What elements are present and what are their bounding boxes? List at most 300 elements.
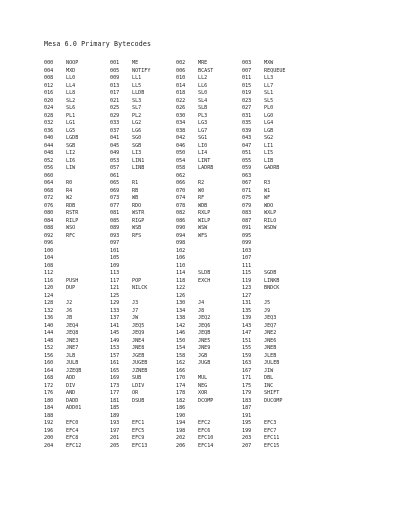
opcode-mnemonic: PL2	[132, 112, 142, 119]
opcode-mnemonic	[63, 263, 110, 271]
opcode-number: 055	[242, 157, 252, 164]
opcode-mnemonic: PUSH	[66, 277, 79, 284]
opcode-mnemonic: PL0	[264, 105, 274, 111]
opcode-mnemonic: XOR	[198, 390, 208, 396]
opcode-mnemonic: J5	[264, 300, 271, 306]
opcode-number: 013	[110, 82, 120, 89]
opcode-number: 158	[176, 352, 186, 359]
opcode-number: 064	[44, 180, 54, 186]
opcode-mnemonic: LG1	[66, 120, 76, 126]
opcode-number: 020	[44, 97, 54, 104]
opcode-mnemonic: DIV	[66, 382, 76, 389]
opcode-number: 166	[176, 367, 186, 374]
opcode-number: 182	[176, 397, 186, 404]
opcode-number: 050	[176, 150, 186, 156]
opcode-number: 132	[44, 307, 54, 314]
opcode-number: 067	[242, 180, 252, 186]
opcode-mnemonic: JNE7	[66, 345, 79, 351]
opcode-mnemonic: EFC13	[132, 442, 148, 449]
opcode-mnemonic: JNE2	[264, 330, 277, 336]
opcode-number: 066	[176, 180, 186, 186]
opcode-number: 009	[110, 75, 120, 81]
opcode-mnemonic: MXW	[264, 60, 274, 66]
opcode-mnemonic: SHIFT	[264, 390, 280, 396]
opcode-mnemonic: J7	[132, 307, 139, 314]
opcode-number: 203	[242, 435, 252, 441]
opcode-number: 121	[110, 285, 120, 291]
opcode-number: 176	[44, 390, 54, 396]
opcode-mnemonic: LI3	[132, 150, 142, 156]
opcode-number: 093	[110, 232, 120, 239]
opcode-mnemonic: RXLP	[198, 210, 211, 216]
opcode-number: 018	[176, 90, 186, 96]
opcode-mnemonic: JGEB	[132, 352, 145, 359]
opcode-number: 103	[242, 247, 252, 254]
opcode-mnemonic: NOTIFY	[132, 67, 151, 74]
opcode-mnemonic: LL2	[198, 75, 208, 81]
page-title: Mesa 6.0 Primary Bytecodes	[44, 40, 152, 48]
opcode-number: 080	[44, 210, 54, 216]
opcode-mnemonic: LG4	[264, 120, 274, 126]
opcode-mnemonic: OR	[132, 390, 139, 396]
opcode-number: 061	[110, 172, 120, 179]
opcode-mnemonic: LG2	[132, 120, 142, 126]
opcode-mnemonic: J2	[66, 300, 73, 306]
opcode-number: 065	[110, 180, 120, 186]
opcode-number: 084	[44, 217, 54, 224]
opcode-number: 162	[176, 360, 186, 366]
opcode-mnemonic: RDB	[66, 202, 76, 209]
opcode-mnemonic: SG0	[132, 135, 142, 141]
opcode-mnemonic	[129, 173, 176, 181]
opcode-number: 030	[176, 112, 186, 119]
opcode-mnemonic	[195, 285, 242, 293]
opcode-number: 105	[110, 255, 120, 261]
opcode-mnemonic: DUP	[66, 285, 76, 291]
opcode-mnemonic: WILP	[198, 217, 211, 224]
opcode-number: 184	[44, 405, 54, 411]
opcode-number: 171	[242, 375, 252, 381]
opcode-mnemonic	[195, 255, 242, 263]
opcode-number: 165	[110, 367, 120, 374]
opcode-number: 048	[44, 150, 54, 156]
opcode-number: 175	[242, 382, 252, 389]
opcode-mnemonic: J6	[66, 307, 73, 314]
opcode-mnemonic: EFC10	[198, 435, 214, 441]
opcode-number: 117	[110, 277, 120, 284]
opcode-mnemonic	[129, 413, 176, 421]
opcode-number: 074	[176, 195, 186, 201]
opcode-number: 119	[242, 277, 252, 284]
opcode-mnemonic: WFS	[198, 232, 208, 239]
opcode-number: 147	[242, 330, 252, 336]
opcode-number: 139	[242, 315, 252, 321]
opcode-number: 106	[176, 255, 186, 261]
opcode-number: 029	[110, 112, 120, 119]
opcode-number: 111	[242, 262, 252, 269]
opcode-number: 120	[44, 285, 54, 291]
opcode-number: 156	[44, 352, 54, 359]
opcode-mnemonic: J4	[198, 300, 205, 306]
opcode-number: 161	[110, 360, 120, 366]
opcode-mnemonic: LL7	[264, 82, 274, 89]
opcode-mnemonic: SL6	[66, 105, 76, 111]
opcode-number: 206	[176, 442, 186, 449]
opcode-mnemonic	[261, 233, 308, 241]
opcode-mnemonic: ME	[132, 60, 139, 66]
opcode-number: 058	[176, 165, 186, 171]
opcode-mnemonic: EFC12	[66, 442, 82, 449]
opcode-mnemonic: ADD01	[66, 405, 82, 411]
opcode-number: 169	[110, 375, 120, 381]
opcode-mnemonic: LL8	[66, 90, 76, 96]
opcode-number: 073	[110, 195, 120, 201]
opcode-mnemonic: SGDB	[264, 270, 277, 276]
opcode-mnemonic: R0	[66, 180, 73, 186]
opcode-number: 154	[176, 345, 186, 351]
opcode-mnemonic	[195, 248, 242, 256]
opcode-mnemonic: LLDB	[132, 90, 145, 96]
opcode-mnemonic: JNE6	[264, 337, 277, 344]
opcode-mnemonic: EFC3	[264, 420, 277, 426]
opcode-mnemonic: LG7	[198, 127, 208, 134]
opcode-mnemonic: LIN1	[132, 157, 145, 164]
opcode-number: 204	[44, 442, 54, 449]
opcode-number: 024	[44, 105, 54, 111]
opcode-number: 062	[176, 172, 186, 179]
opcode-number: 004	[44, 67, 54, 74]
opcode-mnemonic: JIW	[264, 367, 274, 374]
opcode-number: 019	[242, 90, 252, 96]
opcode-mnemonic	[195, 413, 242, 421]
opcode-mnemonic: LGDB	[66, 135, 79, 141]
opcode-mnemonic: EFC4	[66, 427, 79, 434]
opcode-number: 113	[110, 270, 120, 276]
opcode-number: 085	[110, 217, 120, 224]
opcode-number: 031	[242, 112, 252, 119]
opcode-number: 136	[44, 315, 54, 321]
opcode-number: 104	[44, 255, 54, 261]
opcode-mnemonic: R4	[66, 187, 73, 194]
opcode-number: 079	[242, 202, 252, 209]
opcode-mnemonic: WB	[132, 195, 139, 201]
opcode-number: 036	[44, 127, 54, 134]
opcode-number: 128	[44, 300, 54, 306]
opcode-mnemonic	[261, 173, 308, 181]
opcode-mnemonic: SL5	[264, 97, 274, 104]
opcode-mnemonic: LIB	[264, 157, 274, 164]
opcode-mnemonic	[261, 293, 308, 301]
opcode-mnemonic: NEG	[198, 382, 208, 389]
opcode-mnemonic: RB	[132, 187, 139, 194]
opcode-number: 037	[110, 127, 120, 134]
opcode-mnemonic: LINT	[198, 157, 211, 164]
opcode-mnemonic: LI5	[264, 150, 274, 156]
opcode-number: 149	[110, 337, 120, 344]
opcode-mnemonic	[63, 293, 110, 301]
opcode-number: 167	[242, 367, 252, 374]
opcode-number: 140	[44, 322, 54, 329]
opcode-number: 075	[242, 195, 252, 201]
opcode-mnemonic: REQUEUE	[264, 67, 286, 74]
opcode-mnemonic: DSUB	[132, 397, 145, 404]
opcode-number: 012	[44, 82, 54, 89]
opcode-mnemonic: EFC0	[66, 420, 79, 426]
opcode-mnemonic: LINB	[132, 165, 145, 171]
opcode-mnemonic: DADD	[66, 397, 79, 404]
opcode-mnemonic: JEQ3	[264, 315, 277, 321]
opcode-number: 046	[176, 142, 186, 149]
opcode-mnemonic: JNE8	[132, 345, 145, 351]
opcode-mnemonic: LL1	[132, 75, 142, 81]
opcode-mnemonic: SL0	[198, 90, 208, 96]
opcode-mnemonic: J9	[264, 307, 271, 314]
opcode-number: 205	[110, 442, 120, 449]
opcode-number: 108	[44, 262, 54, 269]
opcode-mnemonic: LL3	[264, 75, 274, 81]
opcode-number: 180	[44, 397, 54, 404]
opcode-mnemonic: RILP	[66, 217, 79, 224]
opcode-mnemonic	[195, 293, 242, 301]
opcode-mnemonic	[63, 413, 110, 421]
opcode-number: 102	[176, 247, 186, 254]
opcode-number: 092	[44, 232, 54, 239]
opcode-number: 168	[44, 375, 54, 381]
opcode-number: 192	[44, 420, 54, 426]
opcode-number: 091	[242, 225, 252, 231]
opcode-mnemonic: LI6	[66, 157, 76, 164]
opcode-mnemonic	[63, 270, 110, 278]
opcode-mnemonic: JEQ6	[198, 322, 211, 329]
opcode-mnemonic: JEQB	[198, 330, 211, 336]
opcode-number: 035	[242, 120, 252, 126]
opcode-number: 081	[110, 210, 120, 216]
opcode-mnemonic: WDB	[198, 202, 208, 209]
opcode-number: 025	[110, 105, 120, 111]
opcode-number: 099	[242, 240, 252, 246]
opcode-mnemonic	[261, 248, 308, 256]
opcode-mnemonic: JEQ9	[132, 330, 145, 336]
opcode-number: 107	[242, 255, 252, 261]
opcode-number: 197	[110, 427, 120, 434]
opcode-mnemonic: EFC2	[198, 420, 211, 426]
opcode-mnemonic: RFS	[132, 232, 142, 239]
opcode-number: 021	[110, 97, 120, 104]
opcode-mnemonic: NILCK	[132, 285, 148, 291]
opcode-mnemonic: LI4	[198, 150, 208, 156]
opcode-number: 034	[176, 120, 186, 126]
opcode-mnemonic	[129, 263, 176, 271]
opcode-mnemonic: LINKB	[264, 277, 280, 284]
opcode-mnemonic: SL3	[132, 97, 142, 104]
opcode-mnemonic: ADD	[66, 375, 76, 381]
opcode-number: 191	[242, 412, 252, 419]
opcode-mnemonic: SGB	[132, 142, 142, 149]
opcode-mnemonic: W2	[66, 195, 73, 201]
opcode-mnemonic: JNE4	[132, 337, 145, 344]
opcode-number: 100	[44, 247, 54, 254]
opcode-number: 052	[44, 157, 54, 164]
opcode-mnemonic: BCAST	[198, 67, 214, 74]
opcode-mnemonic: SG2	[264, 135, 274, 141]
opcode-number: 068	[44, 187, 54, 194]
opcode-number: 173	[110, 382, 120, 389]
opcode-number: 059	[242, 165, 252, 171]
opcode-number: 198	[176, 427, 186, 434]
opcode-mnemonic: WSW	[198, 225, 208, 231]
opcode-number: 039	[242, 127, 252, 134]
opcode-mnemonic: EFC6	[198, 427, 211, 434]
opcode-number: 098	[176, 240, 186, 246]
opcode-mnemonic	[63, 248, 110, 256]
opcode-mnemonic: JNE9	[198, 345, 211, 351]
opcode-number: 063	[242, 172, 252, 179]
opcode-mnemonic	[129, 240, 176, 248]
opcode-number: 142	[176, 322, 186, 329]
opcode-number: 000	[44, 60, 54, 66]
opcode-mnemonic: R2	[198, 180, 205, 186]
opcode-number: 109	[110, 262, 120, 269]
opcode-number: 148	[44, 337, 54, 344]
opcode-mnemonic: RDO	[132, 202, 142, 209]
opcode-number: 047	[242, 142, 252, 149]
opcode-mnemonic	[261, 240, 308, 248]
opcode-number: 088	[44, 225, 54, 231]
opcode-mnemonic: JZEQB	[66, 367, 82, 374]
opcode-number: 045	[110, 142, 120, 149]
opcode-mnemonic: JNEB	[264, 345, 277, 351]
opcode-mnemonic: LG6	[132, 127, 142, 134]
opcode-mnemonic: MXD	[66, 67, 76, 74]
opcode-mnemonic: INC	[264, 382, 274, 389]
opcode-number: 145	[110, 330, 120, 336]
opcode-mnemonic: EFC5	[132, 427, 145, 434]
opcode-mnemonic	[261, 255, 308, 263]
opcode-number: 096	[44, 240, 54, 246]
opcode-mnemonic: JW	[132, 315, 139, 321]
opcode-mnemonic: EXCH	[198, 277, 211, 284]
opcode-number: 193	[110, 420, 120, 426]
opcode-mnemonic: JZNEB	[132, 367, 148, 374]
opcode-number: 124	[44, 292, 54, 299]
opcode-mnemonic: AND	[66, 390, 76, 396]
opcode-number: 196	[44, 427, 54, 434]
opcode-mnemonic: LDIV	[132, 382, 145, 389]
opcode-mnemonic: SGB	[66, 142, 76, 149]
opcode-number: 110	[176, 262, 186, 269]
opcode-number: 150	[176, 337, 186, 344]
opcode-number: 028	[44, 112, 54, 119]
opcode-mnemonic	[261, 413, 308, 421]
opcode-mnemonic	[129, 405, 176, 413]
opcode-number: 026	[176, 105, 186, 111]
opcode-number: 141	[110, 322, 120, 329]
opcode-mnemonic: DBL	[264, 375, 274, 381]
opcode-number: 087	[242, 217, 252, 224]
opcode-mnemonic: WSO	[66, 225, 76, 231]
opcode-number: 202	[176, 435, 186, 441]
opcode-number: 005	[110, 67, 120, 74]
opcode-mnemonic: LADRB	[198, 165, 214, 171]
opcode-number: 049	[110, 150, 120, 156]
opcode-number: 130	[176, 300, 186, 306]
opcode-mnemonic	[261, 405, 308, 413]
opcode-mnemonic: RF	[198, 195, 205, 201]
opcode-number: 178	[176, 390, 186, 396]
opcode-number: 023	[242, 97, 252, 104]
opcode-number: 022	[176, 97, 186, 104]
opcode-mnemonic: LL5	[132, 82, 142, 89]
opcode-number: 101	[110, 247, 120, 254]
opcode-mnemonic	[63, 173, 110, 181]
opcode-number: 151	[242, 337, 252, 344]
opcode-number: 137	[110, 315, 120, 321]
opcode-mnemonic: WDO	[264, 202, 274, 209]
opcode-mnemonic: EFC14	[198, 442, 214, 449]
opcode-number: 153	[110, 345, 120, 351]
opcode-number: 089	[110, 225, 120, 231]
opcode-mnemonic: JUGB	[198, 360, 211, 366]
opcode-number: 042	[176, 135, 186, 141]
opcode-number: 152	[44, 345, 54, 351]
opcode-mnemonic: RIGP	[132, 217, 145, 224]
opcode-number: 118	[176, 277, 186, 284]
opcode-mnemonic: JNE3	[66, 337, 79, 344]
opcode-number: 090	[176, 225, 186, 231]
opcode-number: 122	[176, 285, 186, 291]
opcode-mnemonic: SL1	[264, 90, 274, 96]
opcode-number: 160	[44, 360, 54, 366]
opcode-mnemonic: LI0	[198, 142, 208, 149]
opcode-number: 053	[110, 157, 120, 164]
opcode-mnemonic: LI2	[66, 150, 76, 156]
opcode-number: 071	[242, 187, 252, 194]
opcode-number: 095	[242, 232, 252, 239]
opcode-number: 181	[110, 397, 120, 404]
opcode-number: 094	[176, 232, 186, 239]
opcode-mnemonic: SL7	[132, 105, 142, 111]
opcode-mnemonic: PL3	[198, 112, 208, 119]
opcode-number: 194	[176, 420, 186, 426]
opcode-mnemonic: RILO	[264, 217, 277, 224]
opcode-mnemonic	[63, 240, 110, 248]
opcode-number: 207	[242, 442, 252, 449]
opcode-mnemonic: SLB	[198, 105, 208, 111]
opcode-mnemonic: LL4	[66, 82, 76, 89]
opcode-number: 002	[176, 60, 186, 66]
opcode-mnemonic: JLEB	[264, 352, 277, 359]
opcode-mnemonic: J8	[198, 307, 205, 314]
opcode-mnemonic: EFC9	[132, 435, 145, 441]
opcode-number: 159	[242, 352, 252, 359]
opcode-mnemonic: SG1	[198, 135, 208, 141]
opcode-mnemonic: JEQ4	[66, 322, 79, 329]
opcode-number: 138	[176, 315, 186, 321]
opcode-number: 155	[242, 345, 252, 351]
opcode-mnemonic: BNDCK	[264, 285, 280, 291]
opcode-number: 069	[110, 187, 120, 194]
opcode-mnemonic: PL1	[66, 112, 76, 119]
opcode-mnemonic: DCOMP	[198, 397, 214, 404]
opcode-number: 189	[110, 412, 120, 419]
opcode-mnemonic	[261, 263, 308, 271]
opcode-mnemonic: EFC8	[66, 435, 79, 441]
opcode-mnemonic	[129, 255, 176, 263]
opcode-mnemonic	[195, 263, 242, 271]
opcode-number: 172	[44, 382, 54, 389]
opcode-number: 060	[44, 172, 54, 179]
opcode-number: 133	[110, 307, 120, 314]
